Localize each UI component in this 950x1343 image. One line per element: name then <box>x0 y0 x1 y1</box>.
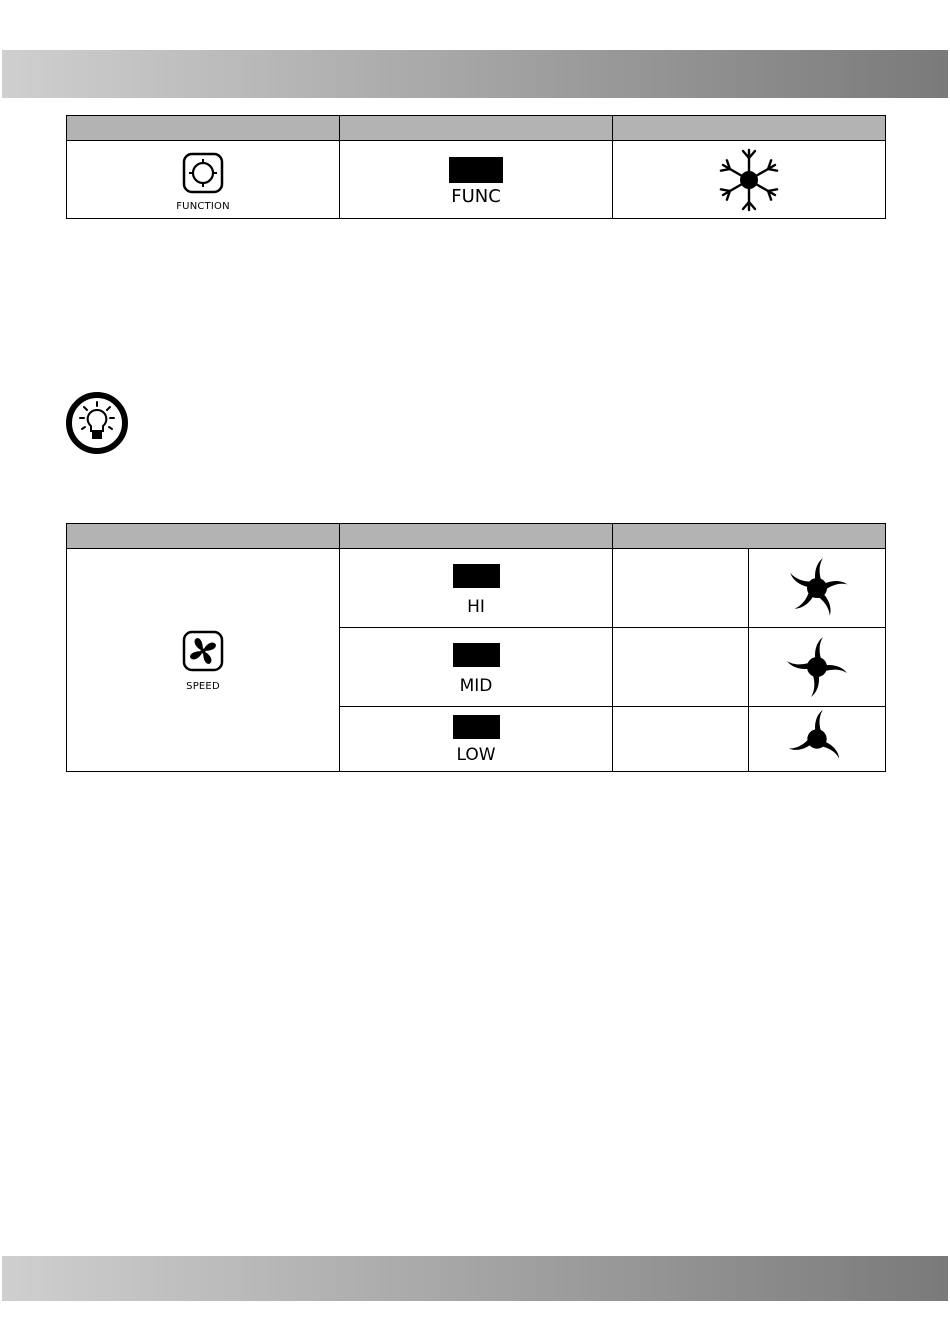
function-table <box>66 115 886 219</box>
fan-3-blades-icon <box>776 707 858 771</box>
speed-display-label-hi: HI <box>467 596 485 617</box>
speed-description-cell-hi <box>613 549 749 628</box>
header-band <box>2 50 948 98</box>
speed-icon-cell-mid <box>749 628 886 707</box>
speed-header-cell <box>67 524 340 549</box>
function-mode-cell <box>613 141 886 219</box>
speed-row-hi <box>67 549 886 628</box>
function-display-cell <box>340 141 613 219</box>
speed-icon-cell-low <box>749 707 886 772</box>
speed-icon-cell-hi <box>749 549 886 628</box>
speed-display-cell-mid <box>340 628 613 707</box>
footer-band <box>2 1256 948 1301</box>
speed-display-label-low: LOW <box>456 745 496 765</box>
lcd-display-block <box>453 643 500 667</box>
function-button-label: FUNCTION <box>176 201 230 212</box>
function-table-row <box>67 141 886 219</box>
speed-table <box>66 523 886 772</box>
function-header-cell <box>340 116 613 141</box>
function-button-cell <box>67 141 340 219</box>
lcd-display-block <box>449 157 503 183</box>
speed-button-label: SPEED <box>186 680 220 692</box>
function-table-header-row <box>67 116 886 141</box>
speed-header-cell <box>340 524 613 549</box>
snowflake-icon <box>714 145 784 215</box>
speed-description-cell-mid <box>613 628 749 707</box>
speed-display-cell-hi <box>340 549 613 628</box>
speed-description-cell-low <box>613 707 749 772</box>
fan-5-blades-icon <box>776 549 858 627</box>
lcd-display-block <box>453 715 500 739</box>
speed-display-cell-low <box>340 707 613 772</box>
speed-button-cell <box>67 549 340 772</box>
function-header-cell <box>67 116 340 141</box>
speed-button-icon[interactable] <box>181 629 225 673</box>
speed-table-header-row <box>67 524 886 549</box>
function-button-icon[interactable] <box>181 151 225 195</box>
lcd-display-block <box>453 564 500 588</box>
function-display-label: FUNC <box>451 185 501 207</box>
speed-header-cell <box>613 524 886 549</box>
fan-4-blades-icon <box>776 628 858 706</box>
function-header-cell <box>613 116 886 141</box>
lightbulb-icon <box>65 391 129 455</box>
speed-display-label-mid: MID <box>459 675 493 696</box>
